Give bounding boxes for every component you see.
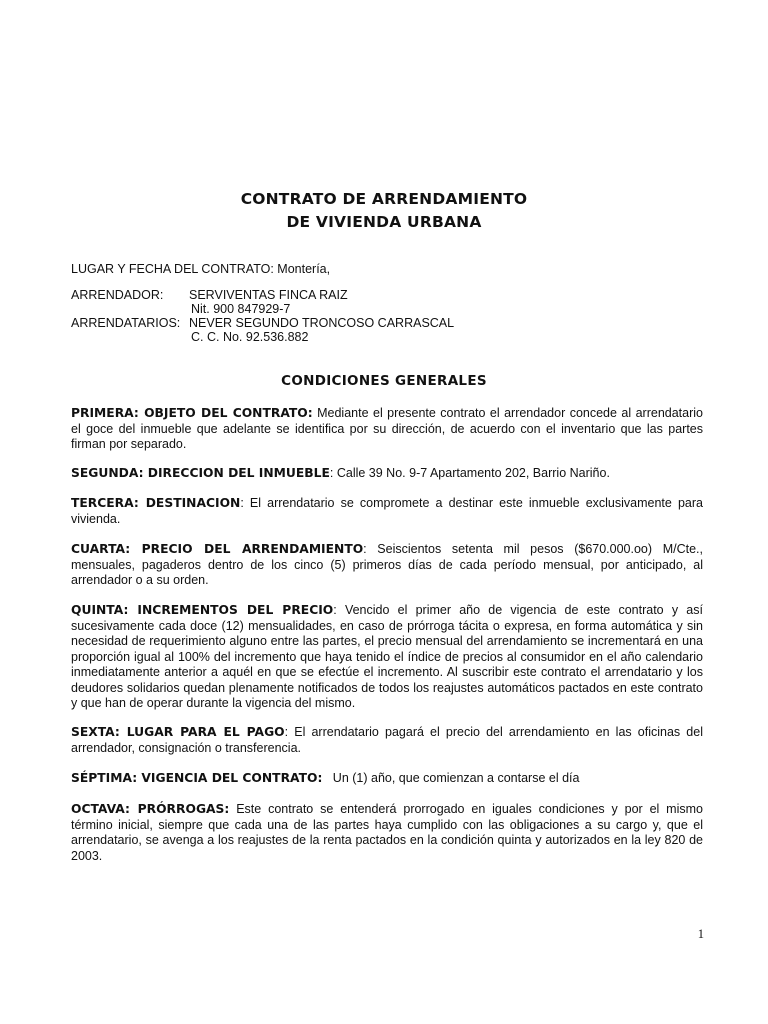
tenants-id: C. C. No. 92.536.882	[191, 330, 309, 344]
clause-segunda	[71, 466, 703, 482]
clause-text: : Vencido el primer año de vigencia de este contrato y así sucesivamente cada doce (12) mensualidades, en caso de prórroga tácita o expresa, en forma automática y sin necesidad de requerimiento alguno entre las partes, el precio mensual del arrendamiento se incrementará en una proporción igual al 100% del incremento que haya tenido el índice de precios al consumidor en el año calendario inmediatamente anterior a aquél en que se efectúe el incremento. Al suscribir este contrato el arrendatario y los deudores solidarios quedan plenamente notificados de todos los reajustes automáticos pactados en este contrato y que han de operar durante la vigencia del mismo.	[71, 603, 703, 710]
clause-label: CUARTA: PRECIO DEL ARRENDAMIENTO	[71, 542, 364, 556]
tenants-name: NEVER SEGUNDO TRONCOSO CARRASCAL	[189, 316, 455, 330]
document-title-line2: DE VIVIENDA URBANA	[286, 213, 482, 231]
clause-text: Mediante el presente contrato el arrendador concede al arrendatario el goce del inmueble que adelante se identifica por su dirección, de acuerdo con el inventario que las partes firman por separado.	[71, 406, 703, 451]
clause-septima	[71, 771, 703, 787]
lessor-label: ARRENDADOR:	[71, 288, 164, 302]
document-title-line1: CONTRATO DE ARRENDAMIENTO	[240, 190, 528, 208]
place-date-line: LUGAR Y FECHA DEL CONTRATO: Montería,	[71, 262, 331, 276]
section-heading: CONDICIONES GENERALES	[281, 373, 487, 389]
page-number: 1	[697, 927, 704, 941]
clause-label: SEGUNDA: DIRECCION DEL INMUEBLE	[71, 466, 330, 480]
lessor-id: Nit. 900 847929-7	[191, 302, 291, 316]
clause-text: Este contrato se entenderá prorrogado en iguales condiciones y por el mismo término inicial, siempre que cada una de las partes haya cumplido con las obligaciones a su cargo y, que el arrendatario, se avenga a los reajustes de la renta pactados en la condición quinta y autorizados en la ley 820 de 2003.	[71, 802, 703, 863]
clause-octava	[71, 802, 703, 864]
clause-tercera	[71, 496, 703, 527]
clause-text: : El arrendatario pagará el precio del arrendamiento en las oficinas del arrendador, consignación o transferencia.	[71, 725, 703, 755]
clause-primera	[71, 406, 703, 453]
lessor-row	[71, 288, 163, 303]
clause-cuarta	[71, 542, 703, 589]
clause-text: : Seiscientos setenta mil pesos ($670.000.oo) M/Cte., mensuales, pagaderos dentro de los cinco (5) primeros días de cada período mensual, por anticipado, al arrendador o a su orden.	[71, 542, 703, 587]
clause-label: TERCERA: DESTINACION	[71, 496, 241, 510]
tenants-label: ARRENDATARIOS:	[71, 316, 181, 330]
clause-label: SÉPTIMA: VIGENCIA DEL CONTRATO:	[71, 771, 323, 785]
clause-text: : Calle 39 No. 9-7 Apartamento 202, Barrio Nariño.	[329, 466, 610, 480]
clause-quinta	[71, 603, 703, 712]
clause-label: QUINTA: INCREMENTOS DEL PRECIO	[71, 603, 334, 617]
clause-label: PRIMERA: OBJETO DEL CONTRATO:	[71, 406, 313, 420]
clause-sexta	[71, 725, 703, 756]
clause-text: Un (1) año, que comienzan a contarse el día	[322, 771, 580, 785]
clause-text: : El arrendatario se compromete a destinar este inmueble exclusivamente para vivienda.	[71, 496, 703, 526]
clause-label: SEXTA: LUGAR PARA EL PAGO	[71, 725, 285, 739]
clause-label: OCTAVA: PRÓRROGAS:	[71, 802, 230, 816]
lessor-name: SERVIVENTAS FINCA RAIZ	[189, 288, 348, 302]
